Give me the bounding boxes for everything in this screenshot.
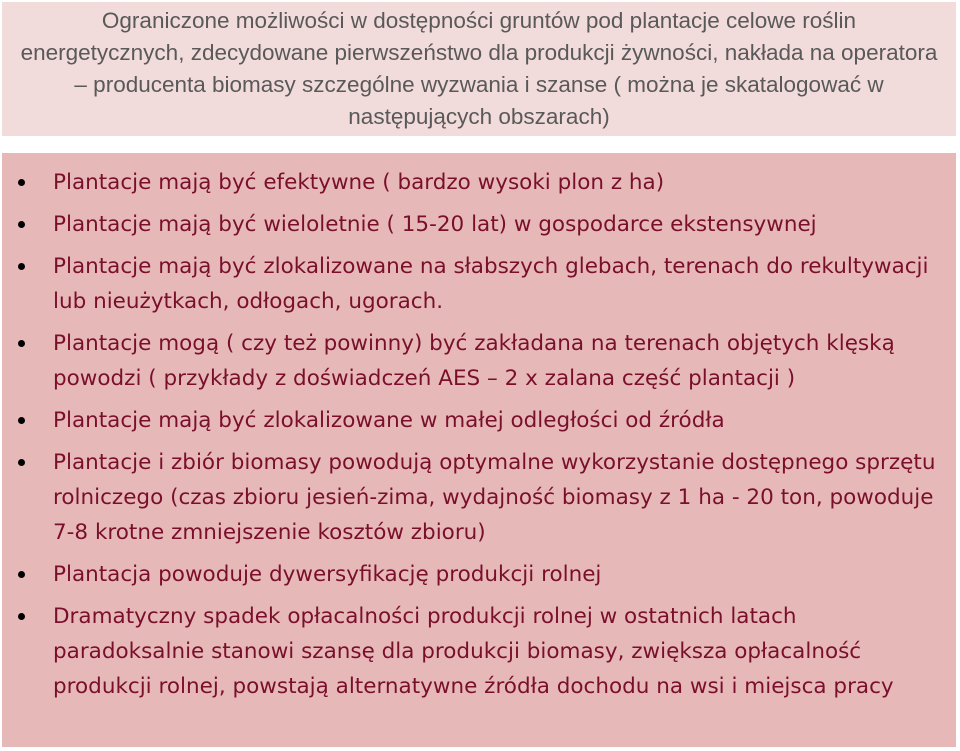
content-box bbox=[2, 153, 956, 747]
bullet-item bbox=[2, 403, 952, 438]
bullet-icon bbox=[18, 340, 25, 347]
bullet-text: Dramatyczny spadek opłacalności produkcji rolnej w ostatnich latach paradoksalnie stanowi szansę dla produkcji biomasy, zwiększa opłacalność produkcji rolnej, powstają alternatywne źródła dochodu na wsi i miejsca pracy bbox=[53, 604, 894, 699]
bullet-item bbox=[2, 165, 952, 200]
bullet-text: Plantacje mają być zlokalizowane na słabszych glebach, terenach do rekultywacji lub nieużytkach, odłogach, ugorach. bbox=[53, 254, 929, 314]
bullet-text: Plantacje mają być efektywne ( bardzo wysoki plon z ha) bbox=[53, 170, 665, 195]
bullet-icon bbox=[18, 417, 25, 424]
bullet-list bbox=[2, 165, 952, 711]
bullet-text: Plantacje mogą ( czy też powinny) być zakładana na terenach objętych klęską powodzi ( przykłady z doświadczeń AES – 2 x zalana część plantacji ) bbox=[53, 331, 895, 391]
bullet-icon bbox=[18, 571, 25, 578]
header-box bbox=[2, 2, 956, 136]
bullet-text: Plantacje i zbiór biomasy powodują optymalne wykorzystanie dostępnego sprzętu rolniczego (czas zbioru jesień-zima, wydajność biomasy z 1 ha - 20 ton, powoduje 7-8 krotne zmniejszenie kosztów zbioru) bbox=[53, 450, 936, 545]
bullet-icon bbox=[18, 263, 25, 270]
bullet-item bbox=[2, 557, 952, 592]
bullet-item bbox=[2, 445, 952, 550]
bullet-text: Plantacje mają być zlokalizowane w małej odległości od źródła bbox=[53, 408, 725, 433]
bullet-item bbox=[2, 207, 952, 242]
bullet-item bbox=[2, 249, 952, 319]
bullet-item bbox=[2, 599, 952, 704]
bullet-icon bbox=[18, 613, 25, 620]
bullet-icon bbox=[18, 459, 25, 466]
bullet-icon bbox=[18, 221, 25, 228]
header-text: Ograniczone możliwości w dostępności gruntów pod plantacje celowe roślin energetycznych, zdecydowane pierwszeństwo dla produkcji żywności, nakłada na operatora – producenta biomasy szczególne wyzwania i szanse ( można je skatalogować w następujących obszarach) bbox=[20, 8, 938, 129]
bullet-text: Plantacja powoduje dywersyfikację produkcji rolnej bbox=[53, 562, 602, 587]
bullet-text: Plantacje mają być wieloletnie ( 15-20 lat) w gospodarce ekstensywnej bbox=[53, 212, 817, 237]
bullet-icon bbox=[18, 179, 25, 186]
bullet-item bbox=[2, 326, 952, 396]
